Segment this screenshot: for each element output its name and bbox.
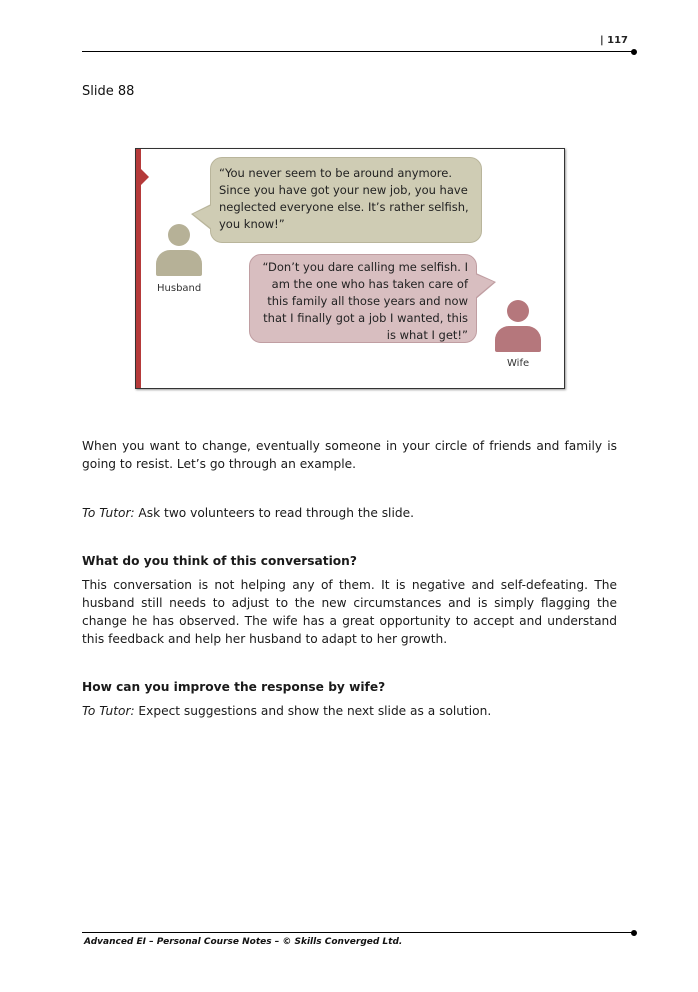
tutor-text-2: Expect suggestions and show the next slide as a solution. [134,704,492,718]
slide-heading: Slide 88 [82,84,135,99]
question-1: What do you think of this conversation? [82,554,357,568]
header-rule [82,51,634,52]
tutor-label-2: To Tutor: [82,704,135,718]
tutor-note-1 [82,504,617,522]
intro-paragraph: When you want to change, eventually someone in your circle of friends and family is going to resist. Let’s go through an example. [82,439,617,471]
slide-accent-arrow [141,169,149,185]
answer-1: This conversation is not helping any of them. It is negative and self-defeating. The husband still needs to adjust to the new circumstances and is simply flagging the change he has observed. The wife has a great opportunity to accept and understand this feedback and help her husband to adapt to her growth. [82,578,617,646]
page-number: | 117 [600,35,629,46]
husband-quote: “You never seem to be around anymore. Since you have got your new job, you have neglected everyone else. It’s rather selfish, you know!” [219,166,469,231]
tutor-text-1: Ask two volunteers to read through the slide. [134,506,414,520]
wife-speech-bubble [249,254,477,343]
tutor-label-1: To Tutor: [82,506,135,520]
husband-label: Husband [157,283,202,294]
wife-label: Wife [507,358,530,369]
wife-quote: “Don’t you dare calling me selfish. I am the one who has taken care of this family all those years and now that I finally got a job I wanted, this is what I get!” [262,260,468,342]
husband-speech-bubble [210,157,482,243]
tutor-note-2 [82,702,617,720]
wife-person-icon [493,300,543,352]
slide-image [135,148,565,389]
footer-text: Advanced EI – Personal Course Notes – © Skills Converged Ltd. [84,937,403,947]
footer-rule [82,932,634,933]
question-2: How can you improve the response by wife? [82,680,386,694]
husband-person-icon [154,224,204,276]
